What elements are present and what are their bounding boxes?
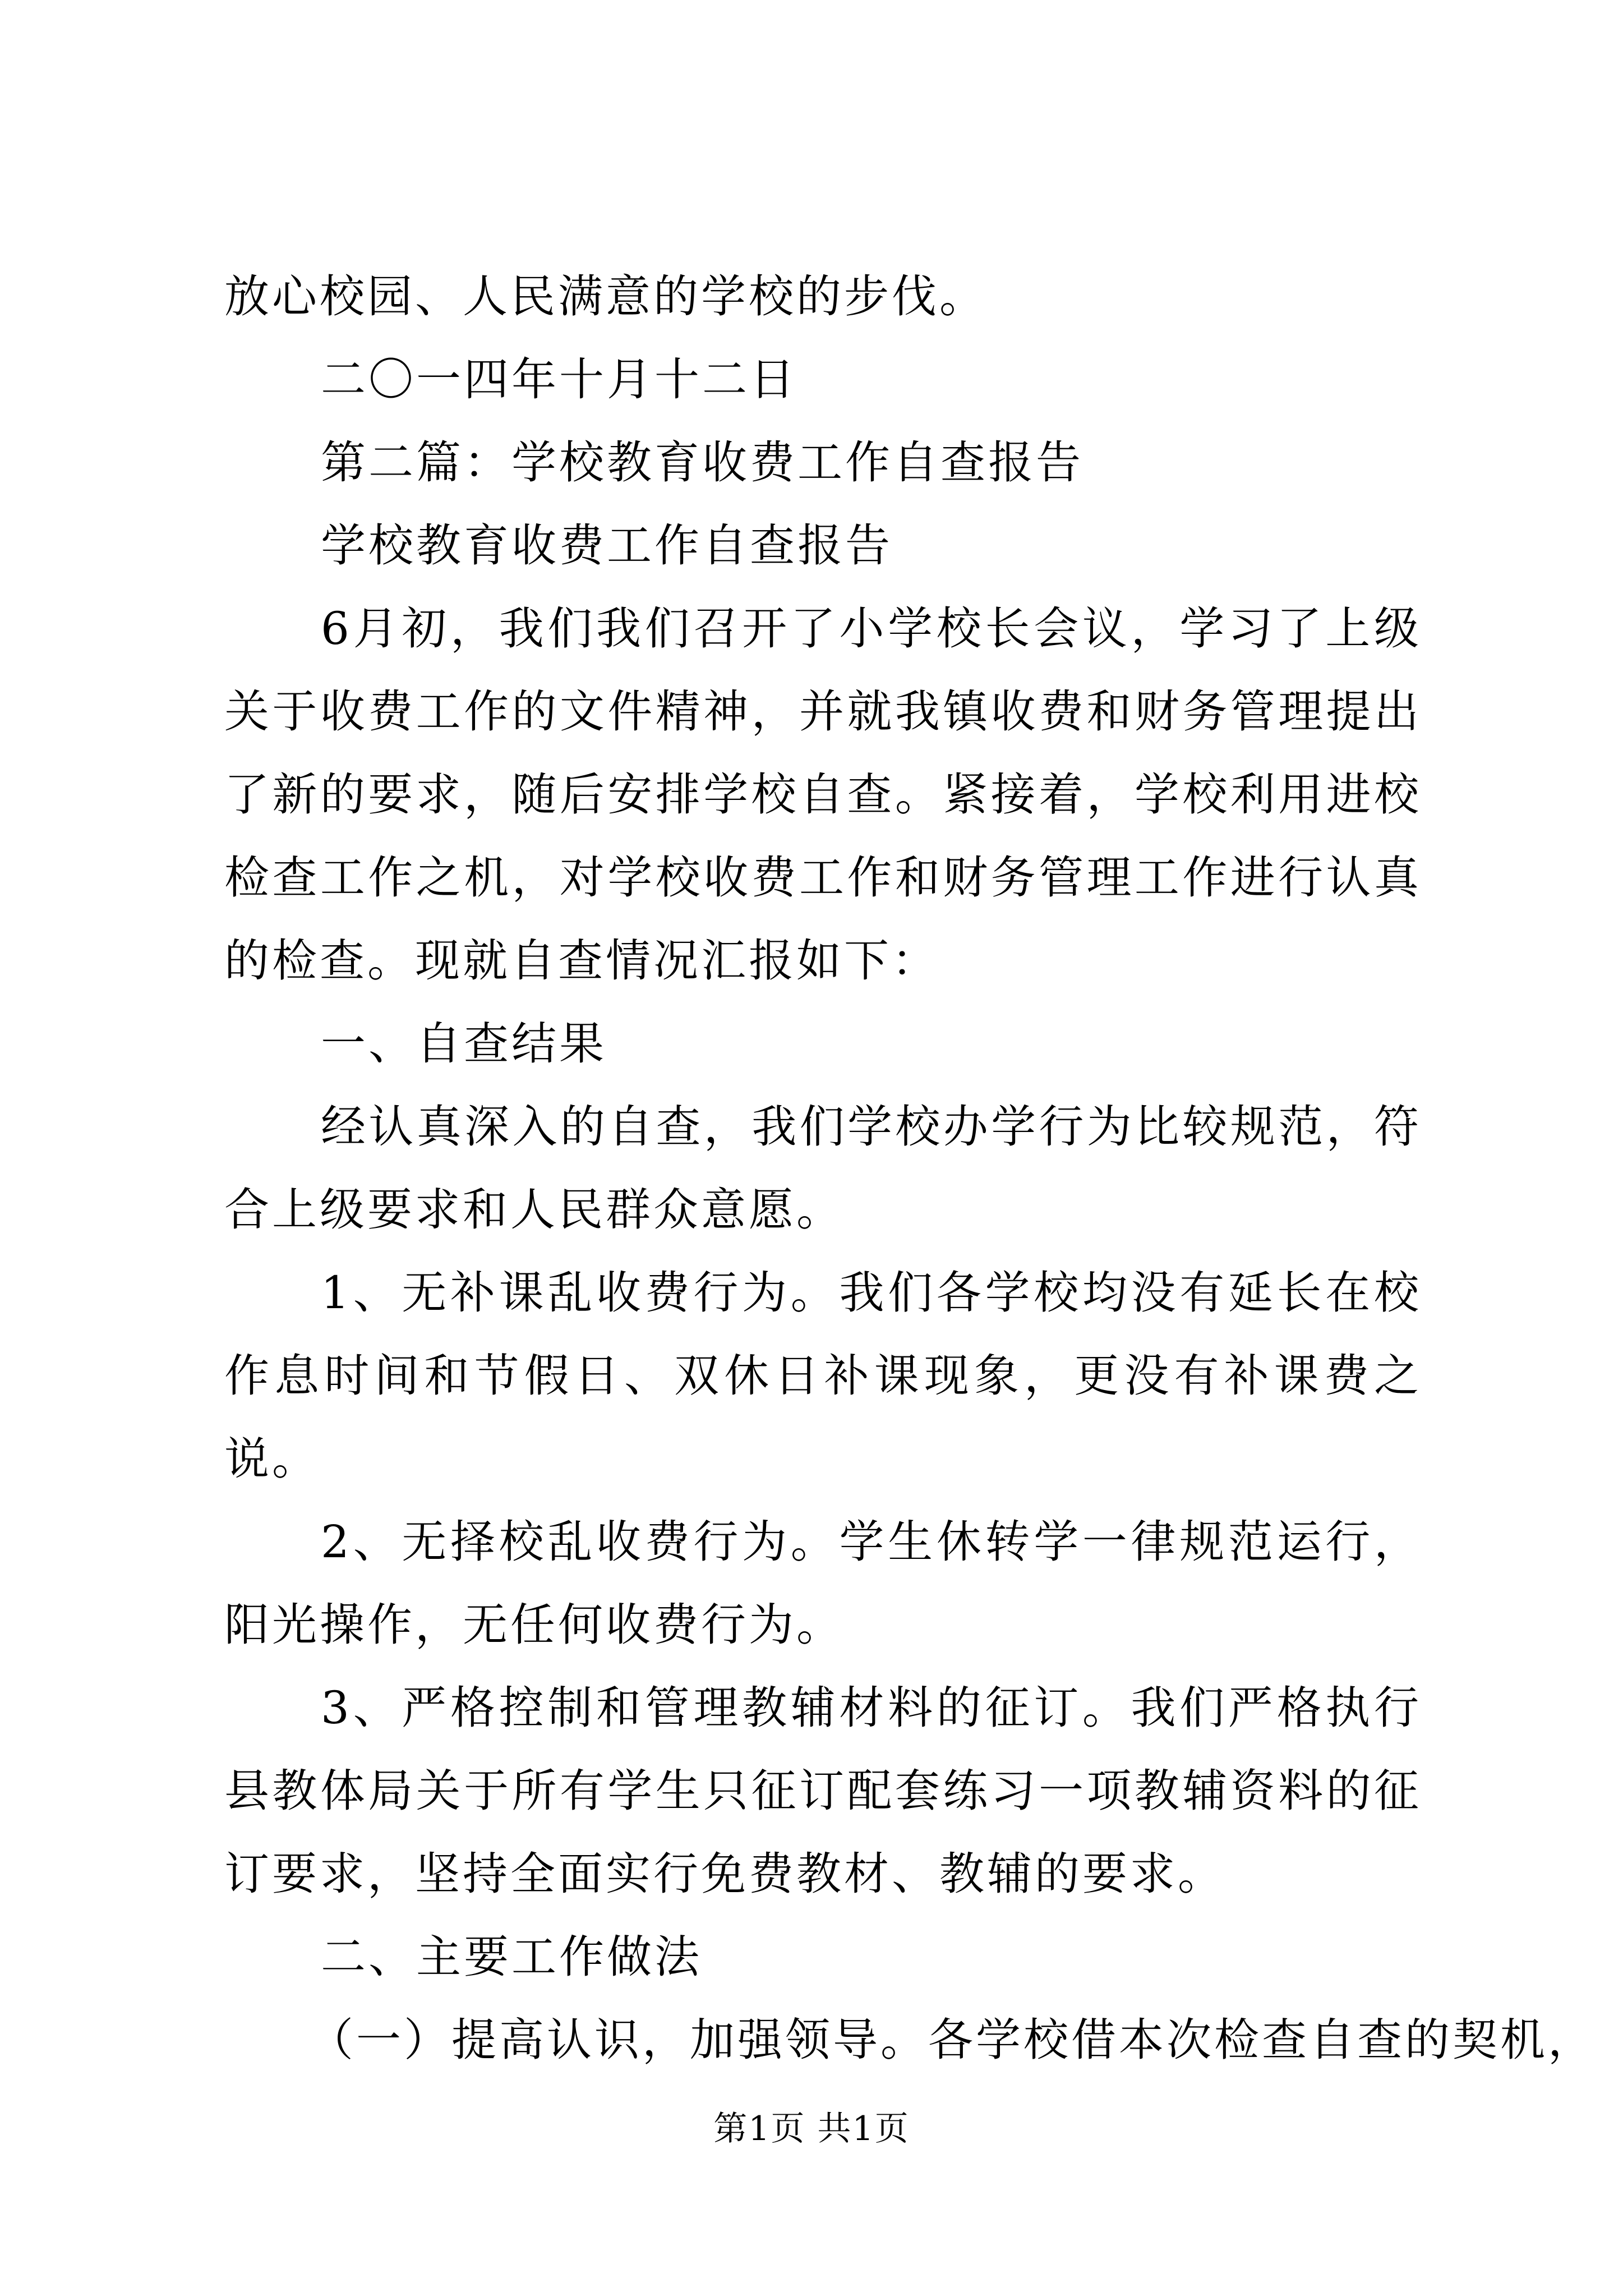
section-heading-practices: 二、主要工作做法 bbox=[321, 1931, 702, 1983]
item-2-paragraph: 2、无择校乱收费行为。学生休转学一律规范运行，阳光操作，无任何收费行为。 bbox=[224, 1516, 1422, 1651]
document-body bbox=[224, 255, 1596, 2082]
date-line: 二〇一四年十月十二日 bbox=[321, 353, 797, 406]
report-title: 学校教育收费工作自查报告 bbox=[321, 519, 893, 572]
results-paragraph: 经认真深入的自查，我们学校办学行为比较规范，符合上级要求和人民群众意愿。 bbox=[224, 1101, 1422, 1236]
item-3-paragraph: 3、严格控制和管理教辅材料的征订。我们严格执行县教体局关于所有学生只征订配套练习一项教辅资料的征订要求，坚持全面实行免费教材、教辅的要求。 bbox=[224, 1682, 1422, 1900]
chapter-heading: 第二篇：学校教育收费工作自查报告 bbox=[321, 436, 1083, 489]
item-1-paragraph: 1、无补课乱收费行为。我们各学校均没有延长在校作息时间和节假日、双休日补课现象，更没有补课费之说。 bbox=[224, 1267, 1422, 1485]
page-footer: 第1页 共1页 bbox=[713, 2109, 910, 2148]
continuation-line: 放心校园、人民满意的学校的步伐。 bbox=[224, 270, 987, 323]
intro-paragraph: 6月初，我们我们召开了小学校长会议，学习了上级关于收费工作的文件精神，并就我镇收费和财务管理提出了新的要求，随后安排学校自查。紧接着，学校利用进校检查工作之机，对学校收费工作和财务管理工作进行认真的检查。现就自查情况汇报如下： bbox=[224, 602, 1422, 987]
subsection-1-paragraph: （一）提高认识，加强领导。各学校借本次检查自查的契机， bbox=[308, 2014, 1596, 2066]
section-heading-results: 一、自查结果 bbox=[321, 1018, 607, 1070]
